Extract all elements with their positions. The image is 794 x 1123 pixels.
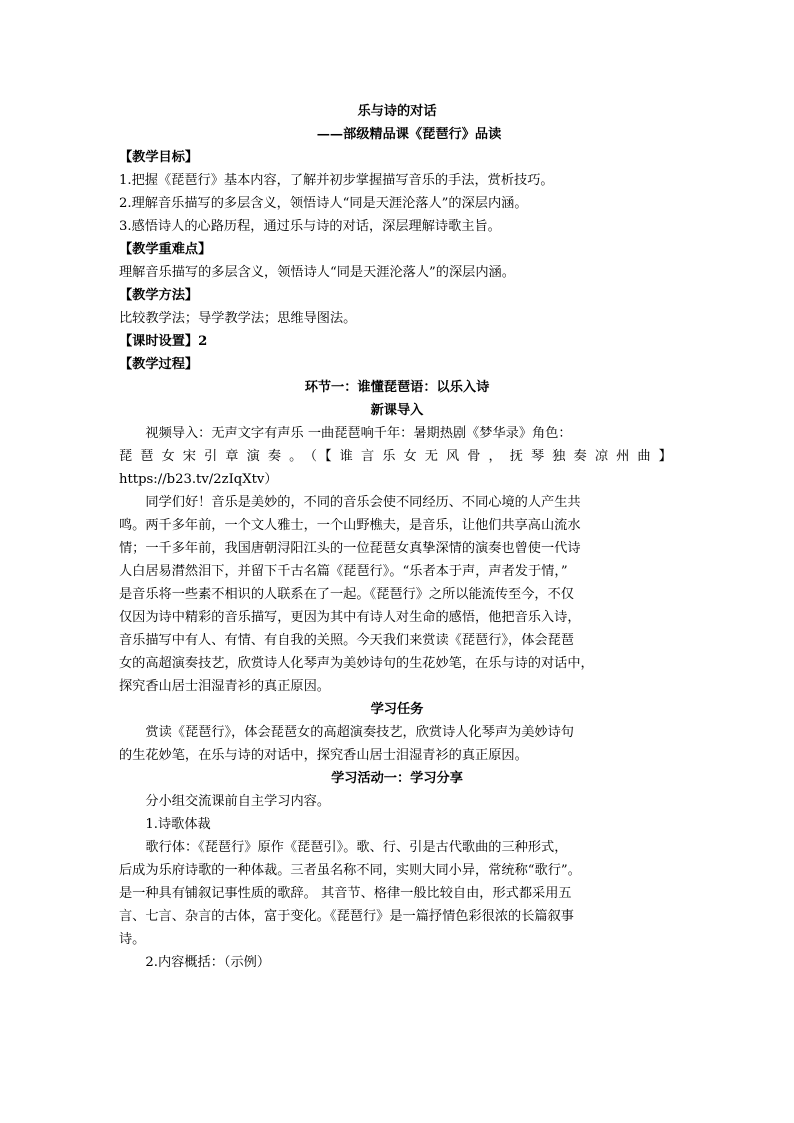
intro-paragraph-line: 是音乐将一些素不相识的人联系在了一起。《琵琶行》之所以能流传至今，不仅: [119, 587, 574, 602]
key-points-text: 理解音乐描写的多层含义，领悟诗人“同是天涯沦落人”的深层内涵。: [119, 265, 515, 280]
objective-item: 3.感悟诗人的心路历程，通过乐与诗的对话，深层理解诗歌主旨。: [119, 219, 501, 234]
learning-task-title: 学习任务: [370, 702, 424, 717]
methods-text: 比较教学法；导学教学法；思维导图法。: [119, 311, 357, 326]
intro-paragraph-line: 鸣。两千多年前，一个文人雅士，一个山野樵夫，是音乐，让他们共享高山流水: [119, 518, 581, 533]
activity-one-title: 学习活动一：学习分享: [331, 771, 463, 786]
genre-line: 言、七言、杂言的古体，富于变化。《琵琶行》是一篇抒情色彩很浓的长篇叙事: [119, 909, 574, 924]
intro-paragraph-line: 仅因为诗中精彩的音乐描写，更因为其中有诗人对生命的感悟，他把音乐入诗，: [119, 610, 581, 625]
genre-line: 歌行体：《琵琶行》原作《琵琶引》。歌、行、引是古代歌曲的三种形式，: [145, 840, 568, 855]
genre-heading: 1.诗歌体裁: [145, 817, 211, 832]
document-body: [119, 100, 675, 974]
video-intro-line: 视频导入：无声文字有声乐 一曲琵琶响千年：暑期热剧《梦华录》角色：: [145, 426, 572, 441]
process-heading: 【教学过程】: [119, 357, 199, 372]
key-points-heading: 【教学重难点】: [119, 242, 212, 257]
methods-heading: 【教学方法】: [119, 288, 199, 303]
objectives-heading: 【教学目标】: [119, 150, 199, 165]
intro-paragraph-line: 探究香山居士泪湿青衫的真正原因。: [119, 679, 330, 694]
video-intro-line: 琵琶女宋引章演奏。（【谁言乐女无风骨，抚琴独奏凉州曲】: [119, 449, 675, 464]
genre-line: 后成为乐府诗歌的一种体裁。三者虽名称不同，实则大同小异，常统称“歌行”。: [119, 863, 581, 878]
document-title: 乐与诗的对话: [357, 104, 437, 119]
objective-item: 2.理解音乐描写的多层含义，领悟诗人“同是天涯沦落人”的深层内涵。: [119, 196, 528, 211]
intro-paragraph-line: 女的高超演奏技艺，欣赏诗人化琴声为美妙诗句的生花妙笔，在乐与诗的对话中，: [119, 656, 594, 671]
intro-paragraph-line: 同学们好！音乐是美妙的，不同的音乐会使不同经历、不同心境的人产生共: [145, 495, 581, 510]
activity-one-intro: 分小组交流课前自主学习内容。: [145, 794, 331, 809]
intro-paragraph-line: 情；一千多年前，我国唐朝浔阳江头的一位琵琶女真挚深情的演奏也曾使一代诗: [119, 541, 581, 556]
section-one-title: 环节一：谁懂琵琶语：以乐入诗: [304, 380, 490, 395]
document-subtitle: ——部级精品课《琵琶行》品读: [316, 127, 502, 142]
class-hours-heading: 【课时设置】2: [119, 334, 208, 349]
learning-task-line: 的生花妙笔，在乐与诗的对话中，探究香山居士泪湿青衫的真正原因。: [119, 748, 528, 763]
learning-task-line: 赏读《琵琶行》，体会琵琶女的高超演奏技艺，欣赏诗人化琴声为美妙诗句: [145, 725, 574, 740]
genre-line: 诗。: [119, 932, 146, 947]
intro-title: 新课导入: [370, 403, 424, 418]
summary-heading: 2.内容概括：（示例）: [145, 955, 271, 970]
video-link[interactable]: https://b23.tv/2zIqXtv）: [119, 472, 278, 487]
intro-paragraph-line: 人白居易潸然泪下，并留下千古名篇《琵琶行》。“乐者本于声，声者发于情，”: [119, 564, 568, 579]
genre-line: 是一种具有铺叙记事性质的歌辞。 其音节、格律一般比较自由，形式都采用五: [119, 886, 572, 901]
objective-item: 1.把握《琵琶行》基本内容，了解并初步掌握描写音乐的手法，赏析技巧。: [119, 173, 554, 188]
intro-paragraph-line: 音乐描写中有人、有情、有自我的关照。今天我们来赏读《琵琶行》，体会琵琶: [119, 633, 574, 648]
